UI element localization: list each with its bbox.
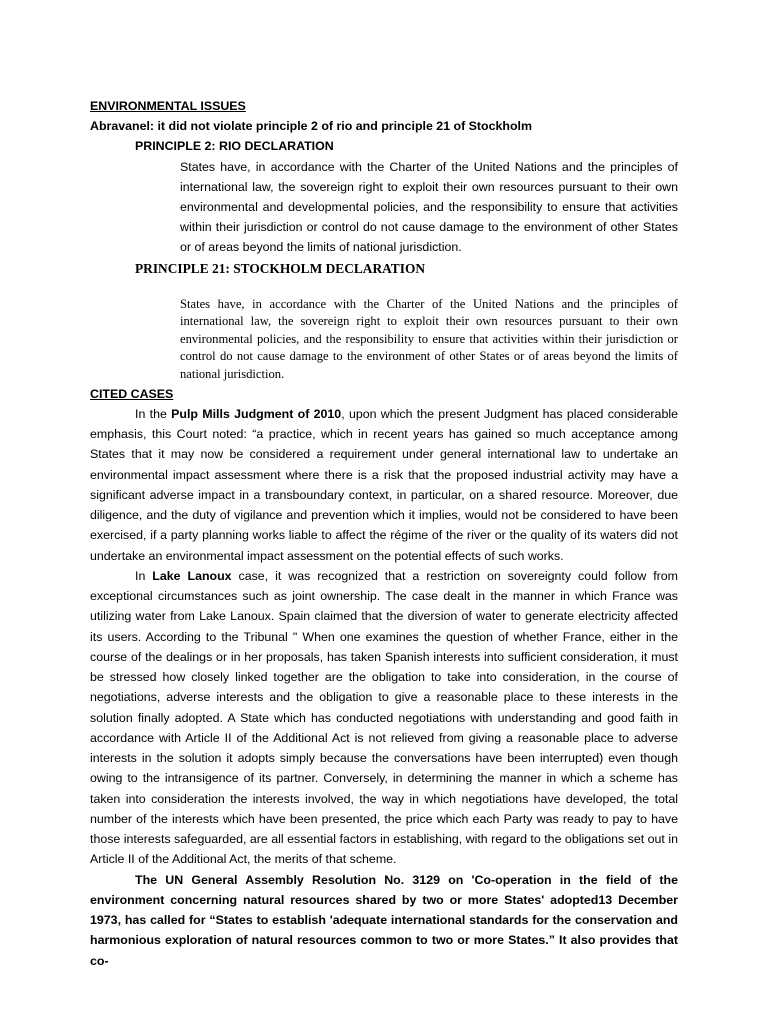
- lake-lanoux-lead: In: [135, 568, 153, 583]
- section-heading-cited-cases: CITED CASES: [90, 386, 174, 401]
- pulp-mills-text: , upon which the present Judgment has placed considerable emphasis, this Court noted: “a practice, which in recent years has gained so much acceptance among States that it may now be considered a requirement under general international law to undertake an environmental impact assessment where there is a risk that the proposed industrial activity may have a significant adverse impact in a transboundary context, in particular, on a shared resource. Moreover, due diligence, and the duty of vigilance and prevention which it implies, would not be considered to have been exercised, if a party planning works liable to affect the régime of the river or the quality of its waters did not undertake an environmental impact assessment on the potential effects of such works.: [90, 406, 678, 563]
- lake-lanoux-case-name: Lake Lanoux: [152, 568, 232, 583]
- document-page: [90, 96, 678, 971]
- pulp-mills-lead: In the: [135, 406, 172, 421]
- abravanel-statement: Abravanel: it did not violate principle 2 of rio and principle 21 of Stockholm: [90, 119, 532, 134]
- un-resolution-name: The UN General Assembly Resolution No. 3129 on 'Co-operation in the field of the environment concerning natural resources shared by two or more States' adopted13 December 1973: [90, 872, 678, 928]
- un-resolution-text-a: , has called for “States to establish 'adequate international standards for the conservation and harmonious exploration of natural resources common to two or more States.”: [90, 913, 678, 948]
- paragraph-un-resolution: [90, 870, 678, 971]
- principle-21-title: PRINCIPLE 21: STOCKHOLM DECLARATION: [135, 260, 426, 276]
- pulp-mills-case-name: Pulp Mills Judgment of 2010: [171, 406, 342, 421]
- un-resolution-text-b: It also provides that co-: [90, 933, 678, 968]
- principle-2-text: States have, in accordance with the Charter of the United Nations and the principles of international law, the sovereign right to exploit their own resources pursuant to their own environmental and developmental policies, and the responsibility to ensure that activities within their jurisdiction or control do not cause damage to the environment of other States or of areas beyond the limits of national jurisdiction.: [180, 159, 678, 255]
- principle-2-title: PRINCIPLE 2: RIO DECLARATION: [135, 139, 334, 154]
- section-heading-environmental-issues: ENVIRONMENTAL ISSUES: [90, 99, 246, 113]
- paragraph-lake-lanoux: [90, 566, 678, 870]
- principle-21-text: States have, in accordance with the Charter of the United Nations and the principles of international law, the sovereign right to exploit their own resources pursuant to their own environmental policies, and the responsibility to ensure that activities within their jurisdiction or control do not cause damage to the environment of other States or of areas beyond the limits of national jurisdiction.: [180, 296, 678, 381]
- paragraph-pulp-mills: [90, 404, 678, 566]
- lake-lanoux-text: case, it was recognized that a restriction on sovereignty could follow from exceptional circumstances such as joint ownership. The case dealt in the manner in which France was utilizing water from Lake Lanoux. Spain claimed that the diversion of water to generate electricity affected its users. According to the Tribunal " When one examines the question of whether France, either in the course of the dealings or in her proposals, has taken Spanish interests into sufficient consideration, it must be stressed how closely linked together are the obligation to take into consideration, in the course of negotiations, adverse interests and the obligation to give a reasonable place to these interests in the solution finally adopted. A State which has conducted negotiations with understanding and good faith in accordance with Article II of the Additional Act is not relieved from giving a reasonable place to adverse interests in the solution it adopts simply because the conversations have been interrupted) even though owing to the intransigence of its partner. Conversely, in determining the manner in which a scheme has taken into consideration the interests involved, the way in which negotiations have developed, the total number of the interests which have been presented, the price which each Party was ready to pay to have those interests safeguarded, are all essential factors in establishing, with regard to the obligations set out in Article II of the Additional Act, the merits of that scheme.: [90, 568, 678, 867]
